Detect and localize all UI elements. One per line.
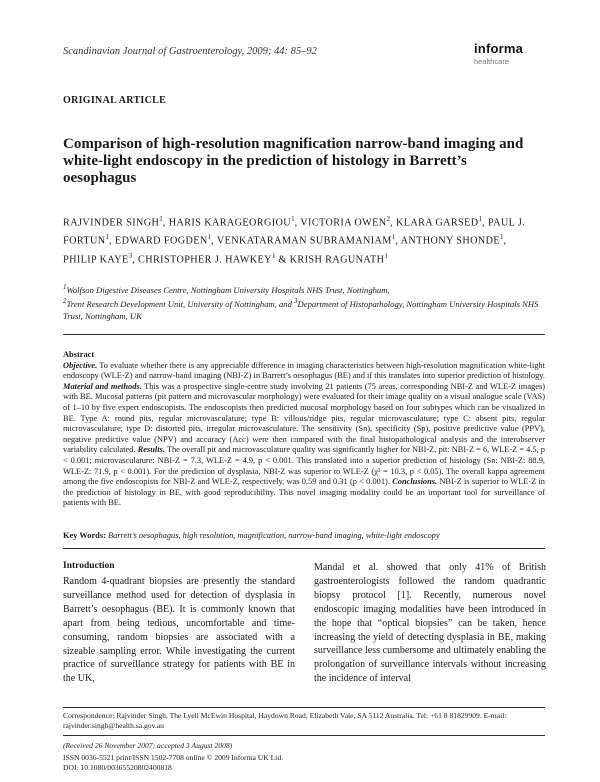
logo-subtitle: healthcare <box>474 57 510 66</box>
author-name: PAUL J. FORTUN <box>63 217 526 247</box>
publisher-logo <box>474 42 544 66</box>
doi: DOI: 10.1080/00365520802400818 <box>63 763 172 772</box>
journal-citation: Scandinavian Journal of Gastroenterology, 2009; 44: 85–92 <box>63 46 317 57</box>
methods-label: Material and methods. <box>63 381 142 391</box>
article-title: Comparison of high-resolution magnification narrow-band imaging and white-light endoscopy in the prediction of histology in Barrett’s oesophagus <box>63 136 524 186</box>
keywords-value: Barrett’s oesophagus, high resolution, magnification, narrow-band imaging, white-light endoscopy <box>105 531 440 540</box>
intro-column-right: Mandal et al. showed that only 41% of British gastroenterologists followed the random quadrantic biopsy protocol [1]. Recently, numerous novel endoscopic imaging modalities have been introduced in the hope that “optical biopsies” can be taken, hence increasing the yield of detecting dysplasia in BE, making surveillance less cumbersome and ultimately enabling the prolongation of surveillance intervals without increasing the incidence of interval <box>314 562 546 685</box>
author-affil-sup: 1 <box>500 233 504 242</box>
author-list: RAJVINDER SINGH$^1$, HARIS KARAGEORGIOU$^1$, VICTORIA OWEN$^2$, KLARA GARSED$^1$, PAUL J. FORTUN$^1$, EDWARD FOGDEN$^1$, VENKATARAMAN SUBRAMANIAM$^1$, ANTHONY SHONDE$^1$, PHILIP KAYE$^3$, CHRISTOPHER J. HAWKEY$^1$ & KRISH RAGUNATH$^1$ <box>63 215 526 266</box>
methods-text: This was a prospective single-centre study involving 21 patients (75 areas, corresponding NBI-Z and WLE-Z images) with BE. Mucosal patterns (pit pattern and microvascular morphology) were evaluated for their image quality on a visual analogue scale (VAS) of 1–10 by five expert endoscopists. The endoscopists then predicted mucosal morphology based on four subtypes which can be visualized in BE. Type A: round pits, regular microvasculature; type B: villous/ridge pits, regular microvasculature; type C: absent pits, regular microvasculature; type D: distorted pits, irregular microvasculature. The sensitivity (Sn), specificity (Sp), positive predictive value (PPV), negative predictive value (NPV) and accuracy (Acc) were then compared with the final histopathological analysis and the interobserver variability calculated. <box>63 381 545 455</box>
author-name: PHILIP KAYE <box>63 254 129 266</box>
introduction-heading: Introduction <box>63 561 115 571</box>
affiliation-1: Wolfson Digestive Diseases Centre, Nottingham University Hospitals NHS Trust, Nottingham, <box>66 284 390 295</box>
affiliation-2: Trent Research Development Unit, University of Nottingham, and <box>66 299 295 310</box>
abstract-heading: Abstract <box>63 350 95 359</box>
objective-label: Objective. <box>63 360 98 370</box>
author-affil-sup: 1 <box>207 233 212 242</box>
correspondence: Correspondence: Rajvinder Singh, The Lyell McEwin Hospital, Haydown Road, Elizabeth Vale, SA 5112 Australia. Tel: +61 8 81829909. E-mail: rajvinder.singh@health.sa.gov.au <box>63 711 507 730</box>
author-affil-sup: 1 <box>105 233 110 242</box>
author-name: ANTHONY SHONDE <box>400 235 501 247</box>
author-affil-sup: 2 <box>386 215 391 223</box>
conclusions-label: Conclusions. <box>392 477 438 487</box>
affiliation-3: Department of Histopathology, Nottingham University Hospitals NHS Trust, Nottingham, UK <box>63 299 539 321</box>
article-type: ORIGINAL ARTICLE <box>63 95 167 106</box>
author-name: VICTORIA OWEN <box>300 217 387 229</box>
affil-sup-3: 3 <box>294 297 298 306</box>
logo-wordmark: informa <box>474 41 524 56</box>
issn: ISSN 0036-5521 print/ISSN 1502-7708 online © 2009 Informa UK Ltd. <box>63 753 284 762</box>
rule-top <box>63 334 545 335</box>
keywords-label: Key Words: <box>63 531 106 540</box>
results-label: Results. <box>137 445 165 455</box>
author-affil-sup: 3 <box>128 251 133 260</box>
issn-line <box>63 753 545 773</box>
author-name: VENKATARAMAN SUBRAMANIAM <box>216 235 392 247</box>
author-name: RAJVINDER SINGH <box>63 217 160 229</box>
author-affil-sup: 1 <box>391 233 396 242</box>
rule-mid <box>63 548 545 549</box>
affiliations <box>63 282 543 322</box>
affil-sup-2: 2 <box>63 297 67 306</box>
author-affil-sup: 1 <box>291 215 295 223</box>
author-name: KRISH RAGUNATH <box>289 254 385 266</box>
author-affil-sup: 1 <box>271 251 276 260</box>
received-dates: (Received 26 November 2007; accepted 3 August 2008) <box>63 741 233 750</box>
author-affil-sup: 1 <box>478 215 483 223</box>
abstract <box>63 350 545 509</box>
rule-footer <box>63 707 545 708</box>
author-affil-sup: 1 <box>384 251 388 260</box>
author-name: CHRISTOPHER J. HAWKEY <box>138 254 272 266</box>
intro-column-left: Random 4-quadrant biopsies are presently the standard surveillance method used for detection of dysplasia in Barrett’s oesophagus (BE). It is commonly known that apart from being tedious, uncomfortable and time-consuming, random biopsies are associated with a sizeable sampling error. While investigating the current practice of surveillance strategy for patients with BE in the UK, <box>63 576 295 685</box>
keywords <box>63 531 545 542</box>
conclusions-text: NBI-Z is superior to WLE-Z in the prediction of histology in BE, with good reproducibility. This novel imaging modality could be an important tool for surveillance of patients with BE. <box>63 477 545 508</box>
affil-sup-1: 1 <box>63 283 67 291</box>
rule-footer-2 <box>63 735 545 736</box>
author-name: HARIS KARAGEORGIOU <box>168 217 292 229</box>
author-name: EDWARD FOGDEN <box>114 235 208 247</box>
author-name: KLARA GARSED <box>395 217 479 229</box>
author-affil-sup: 1 <box>159 215 163 223</box>
objective-text: To evaluate whether there is any appreciable difference in imaging characteristics between high-resolution magnification white-light endoscopy (WLE-Z) and narrow-band imaging (NBI-Z) in Barrett’s oesophagus (BE) and if this translates into superior prediction of histology. <box>63 360 545 381</box>
results-text: The overall pit and microvasculature quality was significantly higher for NBI-Z, pit: NBI-Z = 6, WLE-Z = 4.5, p < 0.001; microvasculature: NBI-Z = 7.3, WLE-Z = 4.9, p < 0.001. This translated into a superior prediction of histology (Sn: NBI-Z: 88.9, WLE-Z: 71.9, p < 0.001). For the prediction of dysplasia, NBI-Z was superior to WLE-Z (χ² = 10.3, p < 0.05). The overall kappa agreement among the five endoscopists for NBI-Z and WLE-Z, respectively, was 0.59 and 0.31 (p < 0.001). <box>63 445 545 487</box>
